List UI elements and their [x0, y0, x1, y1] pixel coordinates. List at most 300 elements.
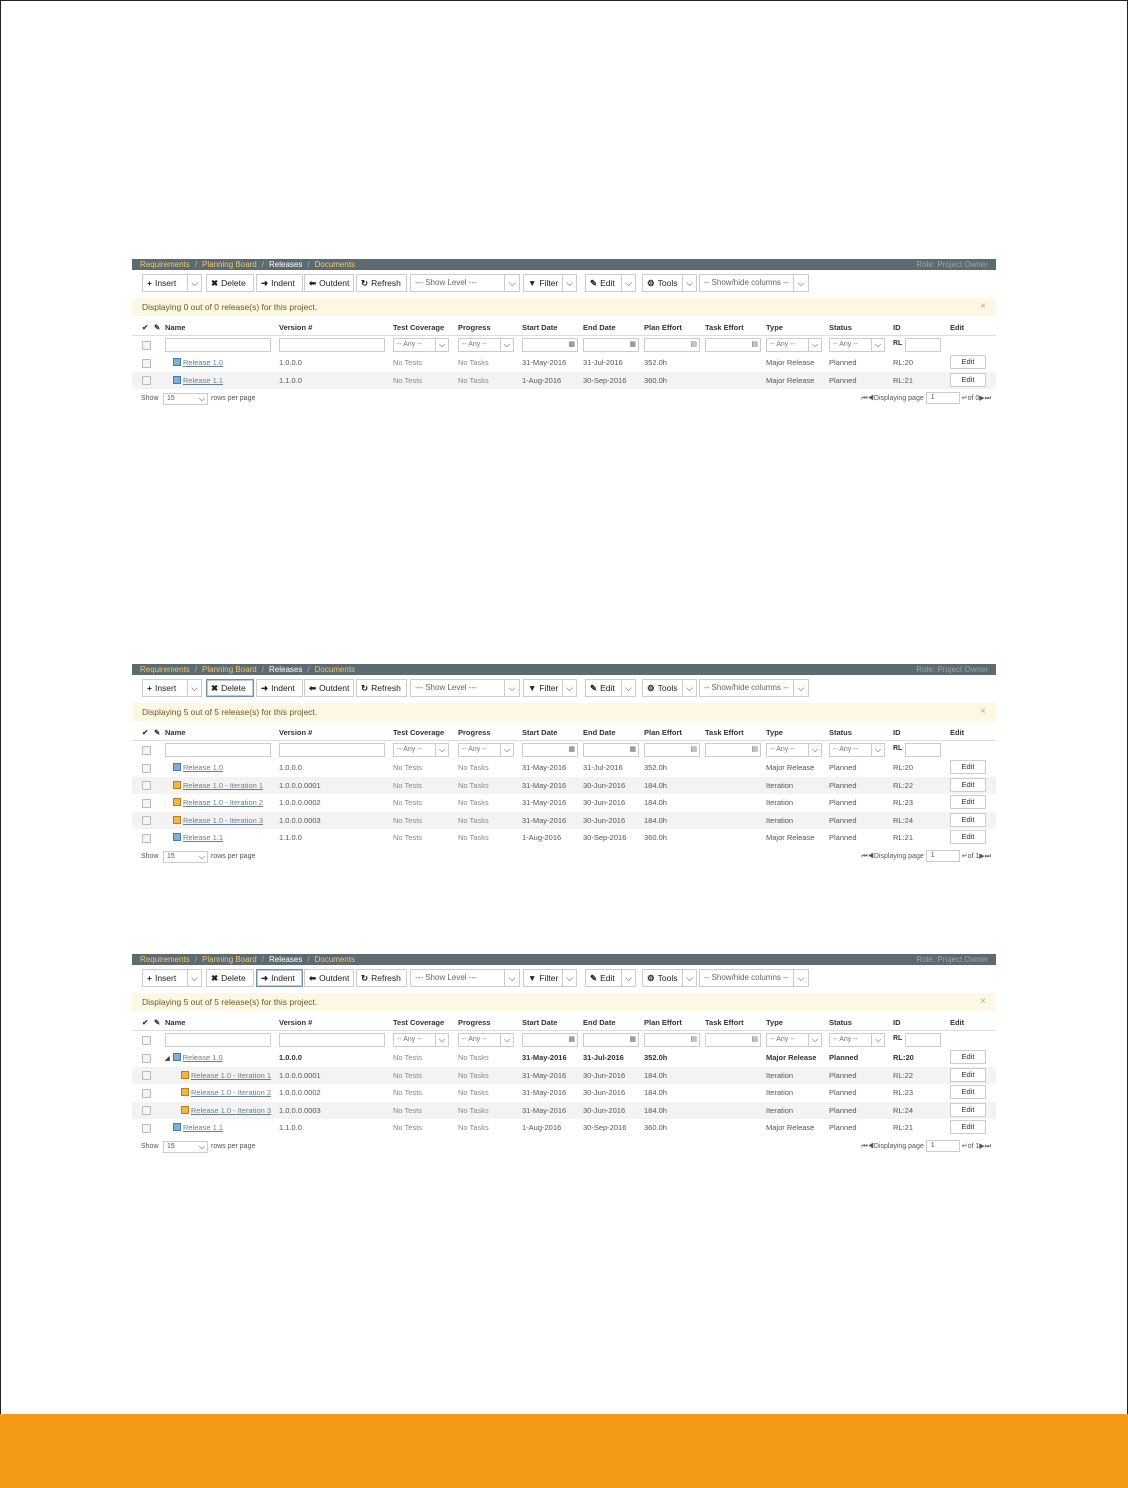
status-filter-select[interactable]	[829, 1033, 885, 1047]
release-icon	[173, 358, 181, 366]
last-page-icon[interactable]: ⏭	[984, 395, 991, 402]
type-filter-select[interactable]	[766, 1033, 822, 1047]
release-name-cell	[173, 812, 263, 829]
refresh-label: Refresh	[371, 278, 401, 288]
version-cell: 1.1.0.0	[279, 1123, 302, 1132]
indent-button[interactable]	[256, 274, 303, 292]
refresh-icon: ↻	[361, 973, 369, 983]
progress-filter-select[interactable]	[458, 743, 514, 757]
release-name-link[interactable]: Release 1.1	[183, 833, 224, 842]
next-page-icon[interactable]: ▶	[979, 1142, 985, 1150]
breadcrumb-link-documents[interactable]: Documents	[314, 665, 356, 674]
table-row	[132, 372, 996, 390]
prev-page-icon[interactable]: ◀	[867, 852, 874, 860]
release-name-cell	[173, 777, 263, 794]
end-date-cell: 30-Jun-2016	[583, 815, 626, 825]
column-header-id[interactable]: ID	[893, 1018, 901, 1027]
show-hide-columns-select[interactable]	[699, 274, 809, 292]
page-number-input[interactable]: 1	[926, 850, 960, 862]
column-header-tag[interactable]: ✎	[154, 323, 161, 332]
coverage-filter-select[interactable]	[393, 338, 449, 352]
plan-filter-input[interactable]	[644, 743, 700, 757]
select-all-checkbox[interactable]	[142, 336, 151, 353]
insert-button[interactable]	[142, 679, 188, 697]
release-name-link[interactable]: Release 1.0	[183, 763, 224, 772]
version-filter-input[interactable]	[279, 1033, 385, 1047]
task-filter-input[interactable]	[705, 338, 761, 352]
prev-page-icon[interactable]: ◀	[867, 1142, 874, 1150]
plan-filter-input[interactable]	[644, 338, 700, 352]
edit-row-button[interactable]: Edit	[950, 1068, 986, 1082]
chevron-down-icon: ⌵	[504, 970, 519, 986]
release-name-link[interactable]: Release 1.0 - Iteration 1	[183, 780, 264, 790]
row-checkbox[interactable]	[142, 1089, 151, 1098]
column-header-check[interactable]: ✔	[142, 728, 149, 737]
edit-dropdown-toggle[interactable]	[622, 679, 636, 697]
end-date-cell: 30-Jun-2016	[583, 798, 626, 807]
column-header-progress[interactable]: Progress	[458, 728, 491, 737]
grid-header-row	[132, 726, 996, 741]
id-cell: RL:23	[893, 1088, 914, 1097]
page-number-input[interactable]: 1	[926, 1140, 960, 1152]
row-checkbox[interactable]	[142, 376, 151, 385]
edit-button[interactable]	[585, 679, 622, 697]
column-header-task[interactable]: Task Effort	[705, 323, 744, 332]
page-total-label: of 1	[967, 852, 980, 860]
close-icon[interactable]: ×	[980, 301, 986, 312]
id-filter-input[interactable]	[905, 1033, 941, 1047]
column-header-start[interactable]: Start Date	[522, 323, 558, 332]
column-header-task[interactable]: Task Effort	[705, 728, 744, 737]
status-filter-select[interactable]	[829, 338, 885, 352]
plan-effort-cell: 352.0h	[644, 1053, 668, 1062]
edit-row-button[interactable]: Edit	[950, 1103, 986, 1117]
column-header-end[interactable]: End Date	[583, 1018, 616, 1027]
tools-button[interactable]	[642, 274, 683, 292]
checkbox[interactable]	[142, 1036, 151, 1045]
release-name-link[interactable]: Release 1.0 - Iteration 2	[191, 1088, 272, 1097]
start-date-cell: 31-May-2016	[522, 798, 567, 807]
select-all-checkbox[interactable]	[142, 1031, 151, 1048]
type-cell: Iteration	[766, 815, 794, 825]
insert-button[interactable]	[142, 969, 188, 987]
row-checkbox[interactable]	[142, 1071, 151, 1080]
indent-button[interactable]	[256, 679, 303, 697]
test-coverage-cell: No Tests	[393, 763, 423, 772]
first-page-icon[interactable]: ⏮	[861, 852, 868, 860]
last-page-icon[interactable]: ⏭	[984, 1142, 991, 1150]
release-name-link[interactable]: Release 1.0 - Iteration 3	[191, 1105, 272, 1115]
go-page-icon[interactable]: ↵	[961, 395, 968, 402]
outdent-button[interactable]	[304, 969, 354, 987]
column-header-id[interactable]: ID	[893, 323, 901, 332]
rows-per-page-select[interactable]	[163, 1141, 208, 1153]
filter-any-value: -- Any --	[770, 746, 795, 753]
column-header-type[interactable]: Type	[766, 728, 783, 737]
column-header-plan[interactable]: Plan Effort	[644, 1018, 682, 1027]
filter-button[interactable]	[523, 274, 563, 292]
filter-any-value: -- Any --	[462, 746, 487, 753]
column-header-version[interactable]: Version #	[279, 728, 313, 737]
page-number-input[interactable]: 1	[926, 392, 960, 404]
checkbox[interactable]	[142, 341, 151, 350]
column-header-version[interactable]: Version #	[279, 323, 313, 332]
test-coverage-cell: No Tests	[393, 375, 423, 385]
iteration-icon	[173, 816, 181, 824]
column-header-coverage[interactable]: Test Coverage	[393, 323, 445, 332]
prev-page-icon[interactable]: ◀	[867, 395, 874, 402]
column-header-end[interactable]: End Date	[583, 728, 616, 737]
show-level-select[interactable]	[410, 679, 520, 697]
pagination-bar	[132, 849, 996, 867]
column-header-tag[interactable]: ✎	[154, 728, 161, 737]
edit-row-button[interactable]: Edit	[950, 373, 986, 387]
breadcrumb-link-releases[interactable]: Releases	[269, 955, 303, 964]
calendar-icon[interactable]: ▦	[568, 1036, 575, 1043]
chevron-down-icon: ⌵	[198, 851, 205, 861]
breadcrumb-link-planning-board[interactable]: Planning Board	[202, 955, 257, 964]
outdent-button[interactable]	[304, 679, 354, 697]
column-header-status[interactable]: Status	[829, 728, 852, 737]
insert-label: Insert	[154, 973, 177, 983]
column-header-start[interactable]: Start Date	[522, 1018, 558, 1027]
end-filter-input[interactable]	[583, 338, 639, 352]
progress-cell: No Tasks	[458, 1070, 489, 1080]
funnel-icon: ▼	[528, 683, 537, 693]
row-checkbox[interactable]	[142, 834, 151, 843]
delete-button[interactable]	[206, 969, 254, 987]
pencil-icon: ✎	[590, 278, 598, 288]
start-filter-input[interactable]	[522, 338, 578, 352]
status-cell: Planned	[829, 815, 857, 825]
tools-dropdown-toggle[interactable]	[683, 274, 697, 292]
edit-button[interactable]	[585, 969, 622, 987]
progress-cell: No Tasks	[458, 358, 489, 367]
version-cell: 1.0.0.0	[279, 763, 302, 772]
edit-button[interactable]	[585, 274, 622, 292]
column-header-coverage[interactable]: Test Coverage	[393, 728, 445, 737]
tools-dropdown-toggle[interactable]	[683, 679, 697, 697]
refresh-button[interactable]	[356, 969, 407, 987]
calculator-icon[interactable]: ▤	[690, 746, 697, 753]
calculator-icon[interactable]: ▤	[690, 1036, 697, 1043]
calendar-icon[interactable]: ▦	[568, 341, 575, 348]
chevron-down-icon: ⌵	[500, 744, 513, 756]
plus-icon: +	[147, 973, 152, 983]
breadcrumb	[132, 664, 996, 675]
breadcrumb-link-requirements[interactable]: Requirements	[140, 955, 190, 964]
version-filter-input[interactable]	[279, 338, 385, 352]
insert-dropdown-toggle[interactable]	[188, 274, 202, 292]
calendar-icon[interactable]: ▦	[629, 746, 636, 753]
breadcrumb-link-releases[interactable]: Releases	[269, 665, 303, 674]
edit-row-button[interactable]: Edit	[950, 1120, 986, 1134]
breadcrumb	[132, 954, 996, 965]
plan-effort-cell: 184.0h	[644, 815, 667, 825]
release-name-link[interactable]: Release 1.0	[183, 358, 224, 367]
coverage-filter-select[interactable]	[393, 743, 449, 757]
displaying-page-label: Displaying page	[873, 395, 924, 402]
arrow-right-icon: ➜	[261, 278, 269, 288]
row-checkbox[interactable]	[142, 1124, 151, 1133]
task-filter-input[interactable]	[705, 1033, 761, 1047]
refresh-button[interactable]	[356, 274, 407, 292]
id-filter-prefix: RL	[893, 743, 905, 757]
chevron-down-icon: ⌵	[504, 680, 519, 696]
delete-label: Delete	[221, 278, 246, 288]
arrow-left-icon: ⬅	[309, 973, 317, 983]
column-header-edit[interactable]: Edit	[950, 1018, 965, 1027]
edit-row-button[interactable]: Edit	[950, 760, 986, 774]
id-filter-input[interactable]	[905, 743, 941, 757]
plan-filter-input[interactable]	[644, 1033, 700, 1047]
filter-button[interactable]	[523, 679, 563, 697]
end-date-cell: 30-Jun-2016	[583, 1105, 626, 1115]
breadcrumb-link-documents[interactable]: Documents	[314, 955, 356, 964]
start-filter-input[interactable]	[522, 743, 578, 757]
breadcrumb-separator: /	[261, 260, 264, 269]
release-name-link[interactable]: Release 1.0 - Iteration 1	[191, 1070, 272, 1080]
filter-button[interactable]	[523, 969, 563, 987]
row-checkbox[interactable]	[142, 359, 151, 368]
test-coverage-cell: No Tests	[393, 1105, 423, 1115]
column-header-start[interactable]: Start Date	[522, 728, 558, 737]
progress-filter-select[interactable]	[458, 338, 514, 352]
column-header-edit[interactable]: Edit	[950, 323, 965, 332]
column-header-progress[interactable]: Progress	[458, 1018, 491, 1027]
filter-dropdown-toggle[interactable]	[563, 679, 577, 697]
rows-per-page-select[interactable]	[163, 851, 208, 863]
column-header-plan[interactable]: Plan Effort	[644, 323, 682, 332]
refresh-button[interactable]	[356, 679, 407, 697]
test-coverage-cell: No Tests	[393, 1088, 423, 1097]
show-hide-columns-value: -- Show/hide columns --	[704, 683, 789, 692]
row-checkbox[interactable]	[142, 816, 151, 825]
coverage-filter-select[interactable]	[393, 1033, 449, 1047]
edit-row-button[interactable]: Edit	[950, 1085, 986, 1099]
column-header-id[interactable]: ID	[893, 728, 901, 737]
status-cell: Planned	[829, 1123, 857, 1132]
plan-effort-cell: 184.0h	[644, 780, 667, 790]
insert-button[interactable]	[142, 274, 188, 292]
release-name-link[interactable]: Release 1.0	[182, 1053, 223, 1062]
iteration-icon	[181, 1106, 189, 1114]
end-filter-input[interactable]	[583, 743, 639, 757]
column-header-coverage[interactable]: Test Coverage	[393, 1018, 445, 1027]
column-header-check[interactable]: ✔	[142, 323, 149, 332]
release-name-cell	[181, 1067, 271, 1084]
edit-row-button[interactable]: Edit	[950, 830, 986, 844]
edit-row-button[interactable]: Edit	[950, 813, 986, 827]
table-row	[132, 1102, 996, 1120]
progress-cell: No Tasks	[458, 1088, 489, 1097]
row-checkbox-cell	[142, 777, 151, 794]
start-date-cell: 31-May-2016	[522, 780, 567, 790]
gear-icon: ⚙	[647, 683, 655, 693]
name-filter-input[interactable]	[165, 338, 271, 352]
insert-dropdown-toggle[interactable]	[188, 969, 202, 987]
x-icon: ✖	[211, 278, 219, 288]
results-message: Displaying 0 out of 0 release(s) for this project.	[142, 302, 318, 312]
progress-cell: No Tasks	[458, 833, 489, 842]
breadcrumb-link-planning-board[interactable]: Planning Board	[202, 665, 257, 674]
next-page-icon[interactable]: ▶	[979, 395, 985, 402]
show-hide-columns-select[interactable]	[699, 679, 809, 697]
column-header-plan[interactable]: Plan Effort	[644, 728, 682, 737]
progress-filter-select[interactable]	[458, 1033, 514, 1047]
breadcrumb-separator: /	[261, 665, 264, 674]
tools-button[interactable]	[642, 679, 683, 697]
close-icon[interactable]: ×	[980, 996, 986, 1007]
type-filter-select[interactable]	[766, 743, 822, 757]
calendar-icon[interactable]: ▦	[629, 341, 636, 348]
column-header-status[interactable]: Status	[829, 323, 852, 332]
chevron-down-icon: ⌵	[871, 744, 884, 756]
name-filter-input[interactable]	[165, 1033, 271, 1047]
status-filter-select[interactable]	[829, 743, 885, 757]
collapse-toggle-icon[interactable]: ◢	[165, 1056, 170, 1062]
breadcrumb-link-requirements[interactable]: Requirements	[140, 665, 190, 674]
column-header-type[interactable]: Type	[766, 323, 783, 332]
column-header-edit[interactable]: Edit	[950, 728, 965, 737]
checkbox[interactable]	[142, 746, 151, 755]
id-cell: RL:22	[893, 780, 914, 790]
version-cell: 1.1.0.0	[279, 375, 302, 385]
show-level-select[interactable]	[410, 969, 520, 987]
results-alert	[132, 703, 996, 721]
row-checkbox[interactable]	[142, 781, 151, 790]
release-name-cell	[181, 1084, 271, 1101]
breadcrumb-separator: /	[307, 665, 310, 674]
plan-effort-cell: 360.0h	[644, 1123, 667, 1132]
id-filter-input[interactable]	[905, 338, 941, 352]
column-header-type[interactable]: Type	[766, 1018, 783, 1027]
start-filter-input[interactable]	[522, 1033, 578, 1047]
breadcrumb-link-requirements[interactable]: Requirements	[140, 260, 190, 269]
row-checkbox[interactable]	[142, 764, 151, 773]
column-header-name[interactable]: Name	[165, 323, 186, 332]
type-cell: Iteration	[766, 1070, 794, 1080]
go-page-icon[interactable]: ↵	[961, 852, 968, 860]
row-checkbox-cell	[142, 354, 151, 371]
edit-dropdown-toggle[interactable]	[622, 969, 636, 987]
show-hide-columns-select[interactable]	[699, 969, 809, 987]
edit-dropdown-toggle[interactable]	[622, 274, 636, 292]
next-page-icon[interactable]: ▶	[979, 852, 985, 860]
row-checkbox[interactable]	[142, 1106, 151, 1115]
tools-dropdown-toggle[interactable]	[683, 969, 697, 987]
end-date-cell: 30-Jun-2016	[583, 1070, 626, 1080]
test-coverage-cell: No Tests	[393, 798, 423, 807]
edit-row-button[interactable]: Edit	[950, 1050, 986, 1064]
delete-button[interactable]	[206, 274, 254, 292]
column-header-task[interactable]: Task Effort	[705, 1018, 744, 1027]
indent-button[interactable]	[256, 969, 303, 987]
tools-button[interactable]	[642, 969, 683, 987]
name-filter-input[interactable]	[165, 743, 271, 757]
first-page-icon[interactable]: ⏮	[861, 1142, 868, 1150]
go-page-icon[interactable]: ↵	[961, 1142, 968, 1150]
release-icon	[173, 1123, 181, 1131]
select-all-checkbox[interactable]	[142, 741, 151, 758]
last-page-icon[interactable]: ⏭	[984, 852, 991, 860]
task-filter-input[interactable]	[705, 743, 761, 757]
column-header-end[interactable]: End Date	[583, 323, 616, 332]
edit-row-button[interactable]: Edit	[950, 355, 986, 369]
role-label: Role: Project Owner	[916, 955, 988, 964]
release-name-cell	[173, 794, 263, 811]
column-header-name[interactable]: Name	[165, 1018, 186, 1027]
breadcrumb-link-planning-board[interactable]: Planning Board	[202, 260, 257, 269]
filter-dropdown-toggle[interactable]	[563, 969, 577, 987]
chevron-down-icon: ⌵	[500, 339, 513, 351]
type-filter-select[interactable]	[766, 338, 822, 352]
filter-dropdown-toggle[interactable]	[563, 274, 577, 292]
table-row	[132, 354, 996, 372]
outdent-button[interactable]	[304, 274, 354, 292]
filter-label: Filter	[539, 278, 559, 288]
breadcrumb	[132, 259, 996, 270]
start-date-cell: 1-Aug-2016	[522, 1123, 562, 1132]
type-cell: Iteration	[766, 798, 794, 807]
plan-effort-cell: 360.0h	[644, 833, 667, 842]
show-level-select[interactable]	[410, 274, 520, 292]
breadcrumb-link-documents[interactable]: Documents	[314, 260, 356, 269]
calculator-icon[interactable]: ▤	[751, 746, 758, 753]
column-header-progress[interactable]: Progress	[458, 323, 491, 332]
release-name-link[interactable]: Release 1.0 - Iteration 3	[183, 815, 264, 825]
plan-effort-cell: 184.0h	[644, 798, 667, 807]
calculator-icon[interactable]: ▤	[751, 341, 758, 348]
calculator-icon[interactable]: ▤	[751, 1036, 758, 1043]
column-header-tag[interactable]: ✎	[154, 1018, 161, 1027]
row-checkbox[interactable]	[142, 799, 151, 808]
release-name-link[interactable]: Release 1.1	[183, 1123, 224, 1132]
row-checkbox[interactable]	[142, 1054, 151, 1063]
column-header-name[interactable]: Name	[165, 728, 186, 737]
calendar-icon[interactable]: ▦	[568, 746, 575, 753]
id-cell: RL:21	[893, 833, 914, 842]
column-header-version[interactable]: Version #	[279, 1018, 313, 1027]
chevron-down-icon: ⌵	[625, 683, 632, 693]
release-name-link[interactable]: Release 1.0 - Iteration 2	[183, 798, 264, 807]
calendar-icon[interactable]: ▦	[629, 1036, 636, 1043]
insert-dropdown-toggle[interactable]	[188, 679, 202, 697]
delete-button[interactable]	[206, 679, 254, 697]
progress-cell: No Tasks	[458, 815, 489, 825]
chevron-down-icon: ⌵	[191, 973, 198, 983]
column-header-status[interactable]: Status	[829, 1018, 852, 1027]
chevron-down-icon: ⌵	[504, 275, 519, 291]
gear-icon: ⚙	[647, 278, 655, 288]
column-header-check[interactable]: ✔	[142, 1018, 149, 1027]
filter-any-value: -- Any --	[770, 1036, 795, 1043]
edit-row-button[interactable]: Edit	[950, 795, 986, 809]
release-name-link[interactable]: Release 1.1	[183, 375, 224, 385]
version-filter-input[interactable]	[279, 743, 385, 757]
edit-row-button[interactable]: Edit	[950, 778, 986, 792]
show-level-value: --- Show Level ---	[415, 683, 477, 692]
filter-any-value: -- Any --	[462, 341, 487, 348]
show-label: Show	[141, 395, 159, 402]
first-page-icon[interactable]: ⏮	[861, 395, 868, 402]
calculator-icon[interactable]: ▤	[690, 341, 697, 348]
close-icon[interactable]: ×	[980, 706, 986, 717]
breadcrumb-link-releases[interactable]: Releases	[269, 260, 303, 269]
end-filter-input[interactable]	[583, 1033, 639, 1047]
rows-per-page-select[interactable]	[163, 393, 208, 405]
iteration-icon	[173, 798, 181, 806]
